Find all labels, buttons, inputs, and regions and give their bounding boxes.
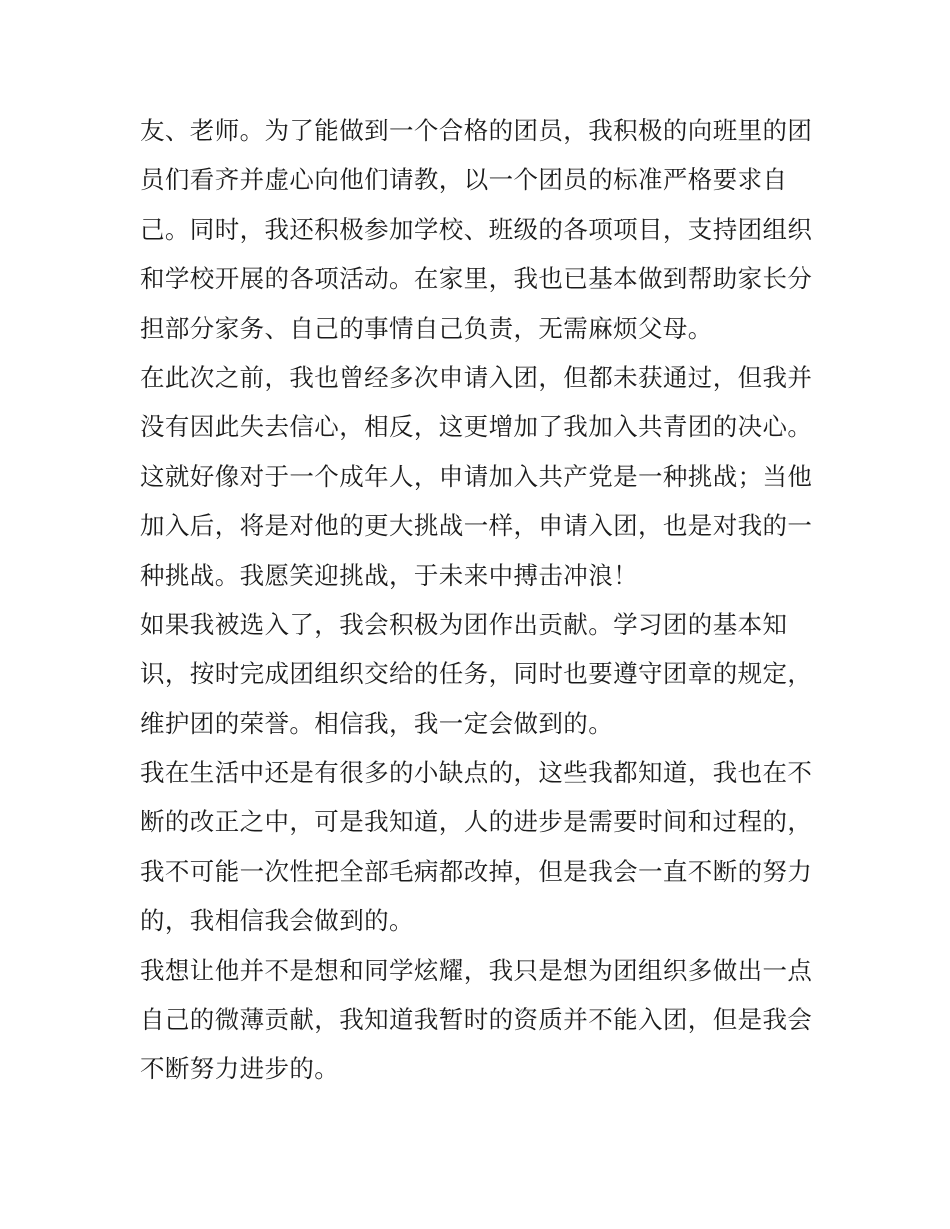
text-line: 这就好像对于一个成年人，申请加入共产党是一种挑战；当他 xyxy=(140,461,813,491)
text-line: 己。同时，我还积极参加学校、班级的各项项目，支持团组织 xyxy=(140,214,813,244)
text-line: 我不可能一次性把全部毛病都改掉，但是我会一直不断的努力 xyxy=(140,856,813,886)
text-line: 员们看齐并虚心向他们请教，以一个团员的标准严格要求自 xyxy=(140,165,788,195)
text-line: 和学校开展的各项活动。在家里，我也已基本做到帮助家长分 xyxy=(140,264,813,294)
text-line: 没有因此失去信心，相反，这更增加了我加入共青团的决心。 xyxy=(140,412,813,442)
text-line: 的，我相信我会做到的。 xyxy=(140,906,414,936)
text-line: 我想让他并不是想和同学炫耀，我只是想为团组织多做出一点 xyxy=(140,955,813,985)
text-line: 担部分家务、自己的事情自己负责，无需麻烦父母。 xyxy=(140,313,713,343)
text-line: 自己的微薄贡献，我知道我暂时的资质并不能入团，但是我会 xyxy=(140,1005,813,1035)
text-line: 不断努力进步的。 xyxy=(140,1054,340,1084)
text-line: 维护团的荣誉。相信我，我一定会做到的。 xyxy=(140,708,614,738)
text-line: 种挑战。我愿笑迎挑战，于未来中搏击冲浪！ xyxy=(140,560,638,590)
text-line: 断的改正之中，可是我知道，人的进步是需要时间和过程的， xyxy=(140,807,813,837)
text-line: 我在生活中还是有很多的小缺点的，这些我都知道，我也在不 xyxy=(140,758,813,788)
text-line: 如果我被选入了，我会积极为团作出贡献。学习团的基本知 xyxy=(140,609,788,639)
body-text xyxy=(140,106,820,1094)
text-line: 识，按时完成团组织交给的任务，同时也要遵守团章的规定， xyxy=(140,659,813,689)
text-line: 加入后，将是对他的更大挑战一样，申请入团，也是对我的一 xyxy=(140,511,813,541)
text-line: 友、老师。为了能做到一个合格的团员，我积极的向班里的团 xyxy=(140,116,813,145)
text-line: 在此次之前，我也曾经多次申请入团，但都未获通过，但我并 xyxy=(140,362,813,392)
